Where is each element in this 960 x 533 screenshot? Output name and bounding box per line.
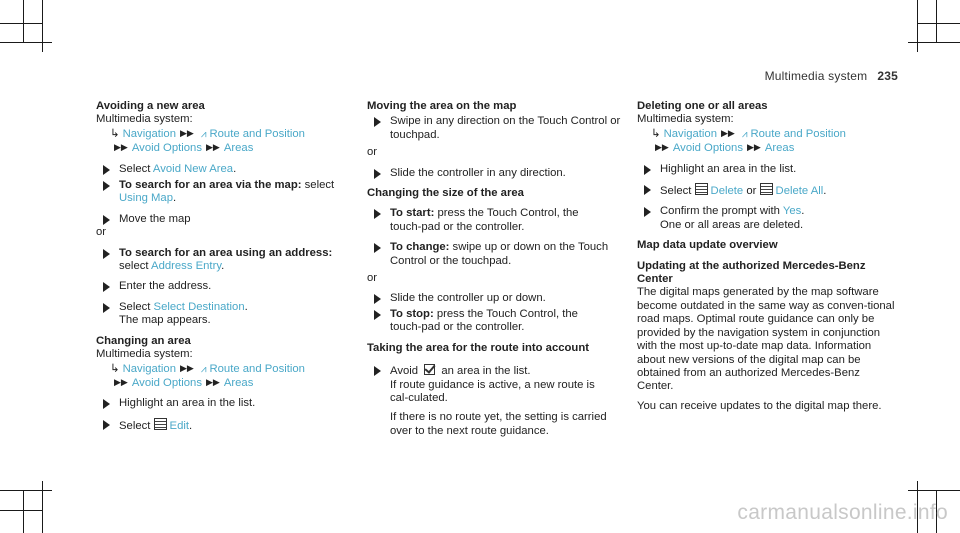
- nav-path: [637, 127, 899, 141]
- page-header: [765, 69, 898, 83]
- step-item: [96, 397, 346, 410]
- nav-navigation: Navigation: [122, 362, 176, 375]
- step-text: .: [221, 260, 225, 273]
- step-bold: To change:: [390, 241, 450, 254]
- navigation-arrow-icon: ⩘: [200, 128, 207, 140]
- step-text: Select: [119, 419, 154, 432]
- watermark: carmanualsonline.info: [737, 501, 948, 524]
- step-bold: To search for an area via the map:: [119, 179, 302, 192]
- play-bullet-icon: [103, 181, 110, 191]
- heading-taking-area: Taking the area for the route into account: [367, 341, 589, 354]
- page-number: 235: [877, 69, 898, 83]
- step-text: or: [743, 185, 760, 198]
- step-text: Confirm the prompt with: [660, 205, 783, 218]
- step-text: press the Touch Control, the touch‑pad or the controller.: [390, 207, 579, 233]
- crop-mark: [0, 23, 42, 24]
- step-item: [367, 364, 622, 438]
- play-bullet-icon: [374, 243, 381, 253]
- menu-address-entry: Address Entry: [151, 260, 222, 273]
- step-item: [96, 418, 346, 433]
- step-text: swipe up or down on the Touch Control or the touchpad.: [390, 241, 609, 267]
- section-title: Multimedia system: [764, 69, 868, 83]
- navigation-arrow-icon: ⩘: [200, 363, 207, 375]
- nav-return-icon: ↳: [651, 127, 661, 140]
- play-bullet-icon: [374, 366, 381, 376]
- step-text: Swipe in any direction on the Touch Control or touchpad.: [390, 115, 621, 141]
- checkbox-checked-icon: [424, 364, 435, 375]
- step-text: Slide the controller in any direction.: [390, 166, 566, 179]
- menu-select-destination: Select Destination: [153, 300, 245, 313]
- menu-edit: Edit: [169, 419, 190, 432]
- crop-mark: [23, 0, 24, 42]
- step-text: .: [823, 185, 827, 198]
- step-text: Enter the address.: [119, 280, 212, 293]
- double-chevron-icon: ▶▶: [114, 376, 128, 387]
- nav-areas: Areas: [223, 376, 254, 389]
- step-text: .: [244, 300, 248, 313]
- column-1: [96, 100, 346, 433]
- heading-map-data-update: Map data update overview: [637, 239, 778, 252]
- step-bold: To start:: [390, 207, 435, 220]
- crop-mark: [908, 42, 960, 43]
- step-item: [367, 308, 622, 335]
- crop-mark: [908, 490, 960, 491]
- system-label: Multimedia system:: [96, 113, 193, 126]
- nav-path: [96, 362, 346, 376]
- crop-mark: [0, 42, 52, 43]
- step-item: [96, 301, 346, 328]
- double-chevron-icon: ▶▶: [180, 127, 194, 138]
- double-chevron-icon: ▶▶: [721, 127, 735, 138]
- step-item: [96, 163, 346, 176]
- step-text: Select: [660, 185, 695, 198]
- step-text: .: [233, 162, 237, 175]
- nav-route-position: Route and Position: [209, 362, 305, 375]
- heading-avoiding-area: Avoiding a new area: [96, 100, 205, 112]
- nav-return-icon: ↳: [110, 127, 120, 140]
- navigation-arrow-icon: ⩘: [741, 128, 748, 140]
- step-text: Select: [119, 162, 153, 175]
- step-text: One or all areas are deleted.: [660, 218, 804, 231]
- play-bullet-icon: [644, 207, 651, 217]
- step-item: [637, 183, 899, 198]
- step-item: [96, 179, 346, 206]
- menu-list-icon: [154, 418, 167, 430]
- step-item: [96, 280, 346, 293]
- step-text: If there is no route yet, the setting is carried over to the next route guidance.: [390, 411, 607, 437]
- crop-mark: [918, 23, 960, 24]
- menu-list-icon: [695, 183, 708, 195]
- play-bullet-icon: [103, 303, 110, 313]
- play-bullet-icon: [103, 399, 110, 409]
- or-label: or: [367, 146, 378, 159]
- step-text: Highlight an area in the list.: [119, 397, 256, 410]
- nav-return-icon: ↳: [110, 362, 120, 375]
- step-text: an area in the list.: [438, 365, 531, 378]
- play-bullet-icon: [103, 282, 110, 292]
- crop-mark: [917, 0, 918, 52]
- step-text: Highlight an area in the list.: [660, 162, 797, 175]
- nav-route-position: Route and Position: [750, 127, 846, 140]
- paragraph: The digital maps generated by the map software become outdated in the same way as conven‑tional road maps. Optimal route guidance can only be provided by the navigation system in conjunction with the most up-to-date map data. Information about new versions of the digital map can be obtained from an authorized Mercedes-Benz Center.: [637, 286, 895, 393]
- play-bullet-icon: [644, 185, 651, 195]
- nav-areas: Areas: [223, 142, 254, 155]
- menu-yes: Yes: [782, 205, 802, 218]
- step-item: [367, 292, 622, 305]
- play-bullet-icon: [374, 117, 381, 127]
- step-text: select: [301, 179, 335, 192]
- step-text: If route guidance is active, a new route is cal‑culated.: [390, 378, 595, 404]
- heading-moving-area: Moving the area on the map: [367, 100, 517, 112]
- step-text: Select: [119, 300, 154, 313]
- step-text: select: [119, 260, 152, 273]
- menu-list-icon: [760, 183, 773, 195]
- menu-avoid-new-area: Avoid New Area: [152, 162, 234, 175]
- play-bullet-icon: [103, 215, 110, 225]
- column-3: [637, 100, 899, 413]
- step-text: Avoid: [390, 365, 422, 378]
- nav-path: [96, 127, 346, 141]
- double-chevron-icon: ▶▶: [205, 142, 220, 153]
- heading-changing-area: Changing an area: [96, 334, 191, 347]
- or-label: or: [96, 226, 107, 239]
- play-bullet-icon: [644, 165, 651, 175]
- crop-mark: [0, 490, 52, 491]
- step-item: [637, 163, 899, 176]
- double-chevron-icon: ▶▶: [205, 376, 220, 387]
- play-bullet-icon: [374, 169, 381, 179]
- step-item: [96, 213, 346, 226]
- play-bullet-icon: [374, 209, 381, 219]
- nav-areas: Areas: [764, 142, 795, 155]
- system-label: Multimedia system:: [637, 113, 734, 126]
- nav-navigation: Navigation: [122, 127, 176, 140]
- step-text: .: [173, 192, 177, 205]
- crop-mark: [42, 481, 43, 533]
- step-text: press the Touch Control, the touch‑pad or the controller.: [390, 307, 578, 334]
- heading-deleting-areas: Deleting one or all areas: [637, 100, 768, 112]
- nav-avoid-options: Avoid Options: [672, 142, 743, 155]
- step-item: [367, 241, 622, 268]
- play-bullet-icon: [374, 310, 381, 320]
- step-text: The map appears.: [119, 314, 211, 327]
- crop-mark: [0, 510, 42, 511]
- crop-mark: [23, 490, 24, 533]
- double-chevron-icon: ▶▶: [114, 142, 128, 153]
- play-bullet-icon: [103, 165, 110, 175]
- paragraph: You can receive updates to the digital map there.: [637, 399, 882, 412]
- step-text: .: [189, 419, 193, 432]
- step-item: [367, 167, 622, 180]
- crop-mark: [42, 0, 43, 52]
- column-2: [367, 100, 622, 438]
- step-text: .: [801, 205, 805, 218]
- play-bullet-icon: [103, 420, 110, 430]
- step-item: [637, 205, 899, 232]
- play-bullet-icon: [103, 249, 110, 259]
- double-chevron-icon: ▶▶: [180, 362, 194, 373]
- double-chevron-icon: ▶▶: [746, 142, 761, 153]
- nav-avoid-options: Avoid Options: [131, 376, 202, 389]
- or-label: or: [367, 272, 378, 285]
- step-text: Slide the controller up or down.: [390, 292, 546, 305]
- nav-avoid-options: Avoid Options: [131, 142, 202, 155]
- step-text: Move the map: [119, 212, 191, 225]
- crop-mark: [936, 0, 937, 42]
- double-chevron-icon: ▶▶: [655, 142, 669, 153]
- heading-changing-size: Changing the size of the area: [367, 187, 524, 200]
- heading-updating-center: Updating at the authorized Mercedes-Benz Center: [637, 259, 866, 286]
- system-label: Multimedia system:: [96, 348, 193, 361]
- step-bold: To search for an area using an address:: [119, 246, 333, 259]
- menu-delete: Delete: [710, 185, 744, 198]
- nav-navigation: Navigation: [663, 127, 717, 140]
- step-item: [96, 247, 346, 274]
- nav-path-2: [96, 141, 346, 155]
- nav-path-2: [96, 376, 346, 390]
- play-bullet-icon: [374, 294, 381, 304]
- step-item: [367, 115, 622, 142]
- step-item: [367, 207, 622, 234]
- menu-delete-all: Delete All: [775, 185, 824, 198]
- menu-using-map: Using Map: [119, 192, 173, 205]
- nav-route-position: Route and Position: [209, 127, 305, 140]
- step-bold: To stop:: [390, 307, 434, 320]
- nav-path-2: [637, 141, 899, 155]
